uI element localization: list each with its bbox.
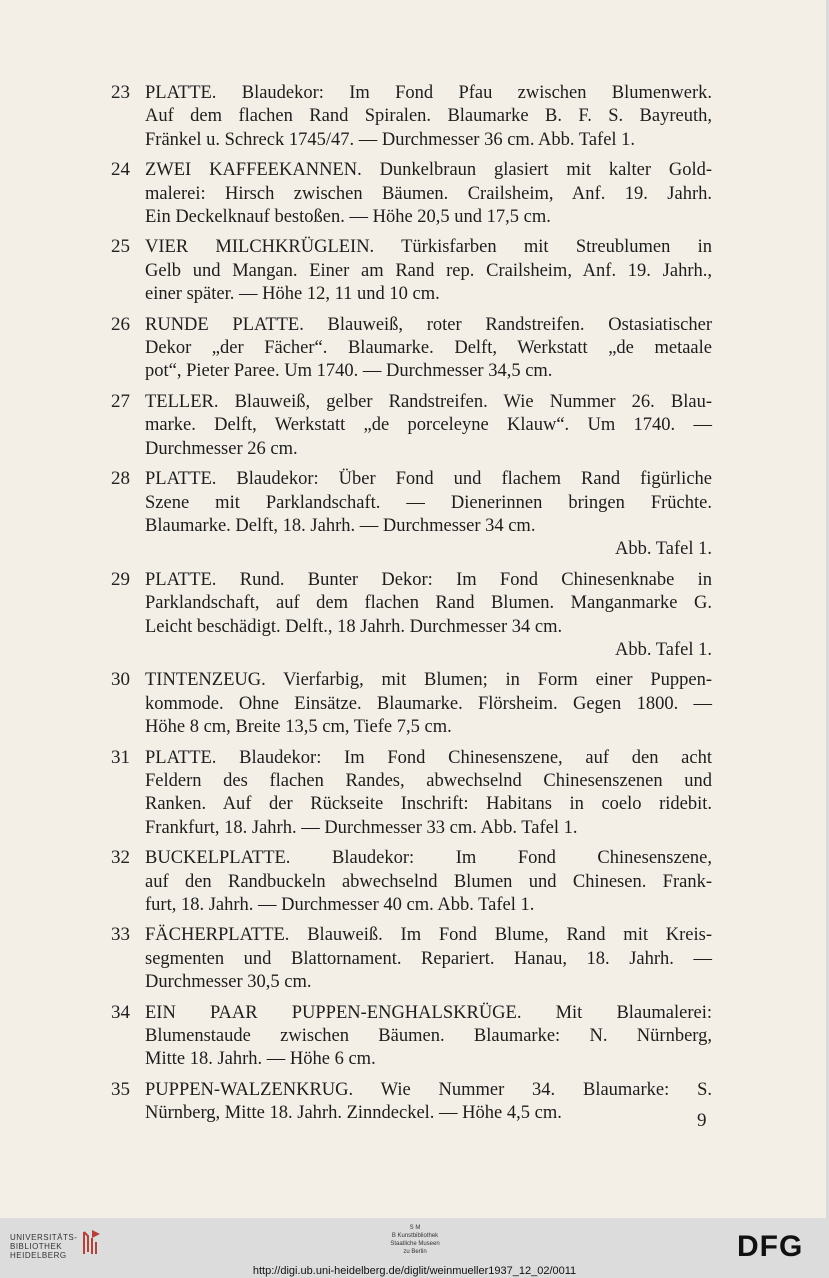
entry-line: Durchmesser 26 cm. bbox=[145, 438, 298, 459]
catalog-entry bbox=[108, 669, 712, 739]
entry-line: Frankfurt, 18. Jahrh. — Durchmesser 33 cm. Abb. Tafel 1. bbox=[145, 817, 578, 838]
entry-line: segmenten und Blattornament. Repariert. Hanau, 18. Jahrh. — bbox=[145, 948, 712, 969]
entry-line: einer später. — Höhe 12, 11 und 10 cm. bbox=[145, 284, 440, 305]
catalog-entry bbox=[108, 924, 712, 994]
catalog-entry bbox=[108, 82, 712, 152]
entry-number: 24 bbox=[111, 159, 130, 181]
entry-line: Parklandschaft, auf dem flachen Rand Blumen. Manganmarke G. bbox=[145, 593, 712, 614]
entry-line: Szene mit Parklandschaft. — Dienerinnen bringen Früchte. bbox=[145, 492, 712, 513]
entry-line: kommode. Ohne Einsätze. Blaumarke. Flörsheim. Gegen 1800. — bbox=[145, 693, 712, 714]
entry-plate-reference: Abb. Tafel 1. bbox=[614, 539, 712, 560]
entry-line: RUNDE PLATTE. Blauweiß, roter Randstreifen. Ostasiatischer bbox=[145, 314, 712, 335]
entry-number: 25 bbox=[111, 236, 130, 258]
catalog-entry bbox=[108, 236, 712, 306]
entry-line: VIER MILCHKRÜGLEIN. Türkisfarben mit Streublumen in bbox=[145, 237, 712, 258]
dfg-logo: DFG bbox=[737, 1230, 804, 1263]
university-line: UNIVERSITÄTS- bbox=[10, 1233, 78, 1242]
entry-number: 35 bbox=[111, 1078, 130, 1100]
entry-number: 23 bbox=[111, 82, 130, 103]
entry-number: 29 bbox=[111, 568, 130, 590]
kunstbibliothek-logo bbox=[385, 1224, 445, 1256]
catalog-entry bbox=[108, 1079, 712, 1126]
entry-line: PLATTE. Blaudekor: Im Fond Chinesenszene, auf den acht bbox=[145, 747, 712, 768]
kb-line: B Kunstbibliothek bbox=[391, 1233, 439, 1239]
university-name bbox=[10, 1233, 77, 1260]
kb-line: Staatliche Museen bbox=[390, 1241, 440, 1247]
source-url[interactable]: http://digi.ub.uni-heidelberg.de/diglit/weinmueller1937_12_02/0011 bbox=[252, 1265, 577, 1277]
page-number: 9 bbox=[697, 1110, 707, 1131]
entry-line: Durchmesser 30,5 cm. bbox=[145, 972, 312, 993]
kb-line: zu Berlin bbox=[403, 1249, 427, 1255]
catalog-entry bbox=[108, 468, 712, 562]
entry-number: 28 bbox=[111, 468, 130, 490]
catalog-entry bbox=[108, 314, 712, 384]
entry-line: TINTENZEUG. Vierfarbig, mit Blumen; in Form einer Puppen- bbox=[145, 670, 712, 691]
entry-line: malerei: Hirsch zwischen Bäumen. Crailsheim, Anf. 19. Jahrh. bbox=[145, 183, 712, 204]
entry-number: 34 bbox=[111, 1001, 130, 1023]
entry-number: 33 bbox=[111, 924, 130, 946]
entry-line: Ranken. Auf der Rückseite Inschrift: Habitans in coelo ridebit. bbox=[145, 794, 712, 815]
entry-line: FÄCHERPLATTE. Blauweiß. Im Fond Blume, Rand mit Kreis- bbox=[145, 925, 712, 946]
entry-line: PLATTE. Blaudekor: Über Fond und flachem Rand figürliche bbox=[145, 469, 712, 490]
entry-line: Auf dem flachen Rand Spiralen. Blaumarke B. F. S. Bayreuth, bbox=[145, 106, 712, 127]
entry-line: Ein Deckelknauf bestoßen. — Höhe 20,5 und 17,5 cm. bbox=[145, 207, 551, 228]
kb-line: S M bbox=[409, 1225, 421, 1231]
entry-line: Feldern des flachen Randes, abwechselnd Chinesenszenen und bbox=[145, 770, 712, 791]
catalog-entry bbox=[108, 569, 712, 663]
entry-line: PLATTE. Blaudekor: Im Fond Pfau zwischen Blumenwerk. bbox=[145, 83, 712, 103]
entry-line: Gelb und Mangan. Einer am Rand rep. Crailsheim, Anf. 19. Jahrh., bbox=[145, 260, 712, 281]
entry-plate-reference: Abb. Tafel 1. bbox=[614, 639, 712, 660]
entry-line: Leicht beschädigt. Delft., 18 Jahrh. Durchmesser 34 cm. bbox=[145, 616, 563, 637]
entry-line: BUCKELPLATTE. Blaudekor: Im Fond Chinesenszene, bbox=[145, 848, 712, 869]
entry-line: Blumenstaude zwischen Bäumen. Blaumarke: N. Nürnberg, bbox=[145, 1026, 712, 1047]
entry-line: PUPPEN-WALZENKRUG. Wie Nummer 34. Blaumarke: S. bbox=[145, 1079, 712, 1100]
catalog-entry bbox=[108, 391, 712, 461]
catalog-entry bbox=[108, 847, 712, 917]
university-line: BIBLIOTHEK bbox=[10, 1242, 63, 1251]
entry-line: PLATTE. Rund. Bunter Dekor: Im Fond Chinesenknabe in bbox=[145, 569, 712, 590]
entry-line: marke. Delft, Werkstatt „de porceleyne Klauw“. Um 1740. — bbox=[145, 415, 712, 436]
entry-line: ZWEI KAFFEEKANNEN. Dunkelbraun glasiert mit kalter Gold- bbox=[145, 160, 712, 181]
entry-number: 32 bbox=[111, 847, 130, 869]
entry-line: auf den Randbuckeln abwechselnd Blumen und Chinesen. Frank- bbox=[145, 871, 712, 892]
catalog-entry bbox=[108, 747, 712, 841]
entry-number: 27 bbox=[111, 390, 130, 412]
entry-line: Fränkel u. Schreck 1745/47. — Durchmesser 36 cm. Abb. Tafel 1. bbox=[145, 129, 636, 150]
entry-number: 30 bbox=[111, 669, 130, 691]
entry-line: furt, 18. Jahrh. — Durchmesser 40 cm. Abb. Tafel 1. bbox=[145, 895, 535, 915]
entry-line: Mitte 18. Jahrh. — Höhe 6 cm. bbox=[145, 1049, 376, 1070]
catalog-entry bbox=[108, 1002, 712, 1072]
entry-line: Höhe 8 cm, Breite 13,5 cm, Tiefe 7,5 cm. bbox=[145, 717, 452, 738]
entry-line: pot“, Pieter Paree. Um 1740. — Durchmesser 34,5 cm. bbox=[145, 361, 553, 382]
entry-line: Nürnberg, Mitte 18. Jahrh. Zinndeckel. — Höhe 4,5 cm. bbox=[145, 1103, 562, 1124]
entry-line: TELLER. Blauweiß, gelber Randstreifen. Wie Nummer 26. Blau- bbox=[145, 391, 712, 412]
university-line: HEIDELBERG bbox=[10, 1251, 67, 1260]
entry-line: Dekor „der Fächer“. Blaumarke. Delft, Werkstatt „de metaale bbox=[145, 338, 712, 359]
entry-line: EIN PAAR PUPPEN-ENGHALSKRÜGE. Mit Blaumalerei: bbox=[145, 1002, 712, 1023]
entry-number: 26 bbox=[111, 313, 130, 335]
catalog-entry bbox=[108, 159, 712, 229]
entry-line: Blaumarke. Delft, 18. Jahrh. — Durchmesser 34 cm. bbox=[145, 515, 536, 536]
catalog-entries bbox=[108, 82, 712, 1133]
university-logo-icon bbox=[78, 1228, 102, 1256]
entry-number: 31 bbox=[111, 746, 130, 768]
